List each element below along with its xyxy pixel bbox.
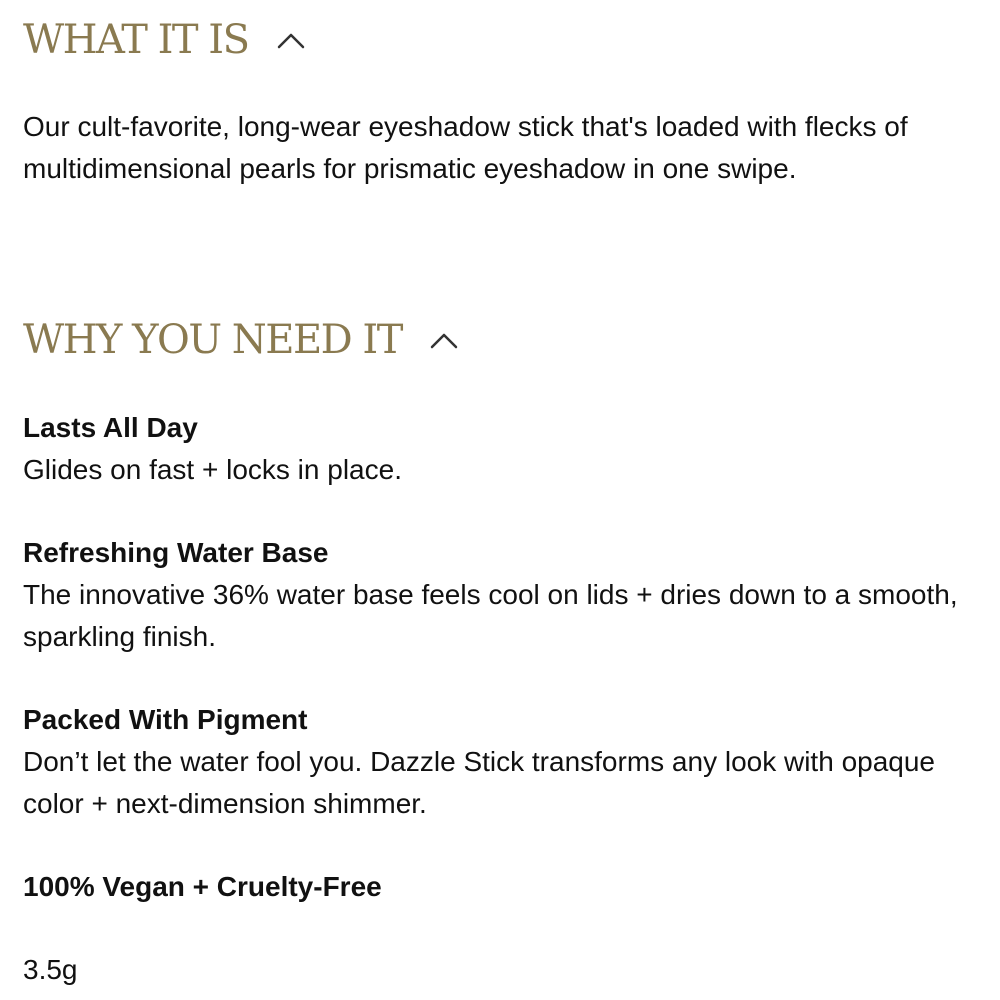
what-it-is-description: Our cult-favorite, long-wear eyeshadow stick that's loaded with flecks of multidimensional pearls for prismatic eyeshadow in one swipe.: [23, 111, 908, 184]
chevron-up-icon: [430, 330, 458, 350]
what-it-is-heading: WHAT IT IS: [23, 17, 249, 63]
feature-description: Don’t let the water fool you. Dazzle Stick transforms any look with opaque color + next-dimension shimmer.: [23, 746, 935, 819]
feature-title: Packed With Pigment: [23, 704, 308, 735]
feature-description: Glides on fast + locks in place.: [23, 454, 402, 485]
feature-refreshing-water-base: [23, 532, 983, 658]
net-weight: 3.5g: [23, 954, 78, 985]
feature-description: The innovative 36% water base feels cool on lids + dries down to a smooth, sparkling finish.: [23, 579, 958, 652]
feature-title: Refreshing Water Base: [23, 537, 329, 568]
why-you-need-it-heading: WHY YOU NEED IT: [23, 317, 402, 363]
feature-vegan-cruelty-free: [23, 866, 983, 908]
feature-lasts-all-day: [23, 407, 983, 491]
what-it-is-toggle[interactable]: [23, 17, 305, 63]
feature-title: Lasts All Day: [23, 412, 198, 443]
why-you-need-it-toggle[interactable]: [23, 317, 458, 363]
chevron-up-icon: [277, 30, 305, 50]
feature-packed-with-pigment: [23, 699, 983, 825]
feature-title: 100% Vegan + Cruelty-Free: [23, 871, 382, 902]
